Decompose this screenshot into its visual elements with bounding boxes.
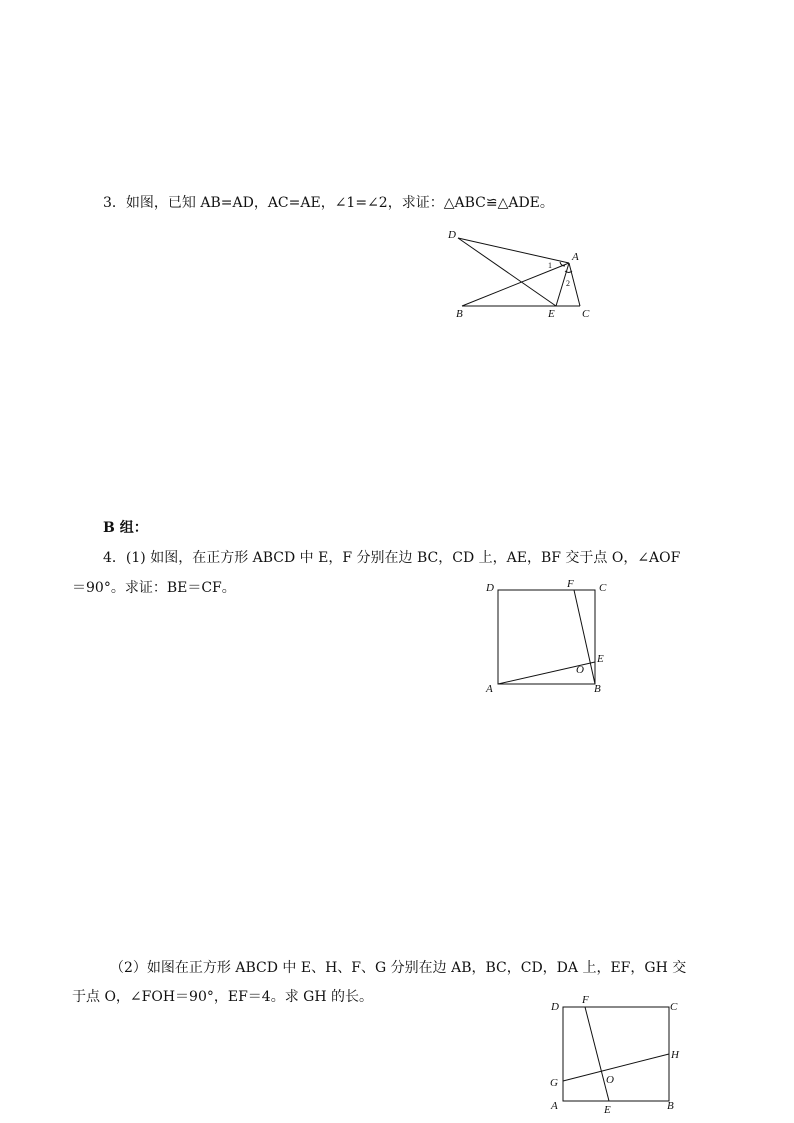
segment-de xyxy=(458,238,556,306)
triangle-figure xyxy=(440,220,610,325)
segment-gh xyxy=(563,1054,669,1081)
label-angle-1: 1 xyxy=(548,261,552,270)
segment-da xyxy=(458,238,569,263)
label-b: B xyxy=(594,683,601,695)
segment-ac xyxy=(569,263,580,306)
label-angle-2: 2 xyxy=(566,279,570,288)
group-b-heading: B 组： xyxy=(103,520,148,536)
label-o: O xyxy=(606,1074,614,1086)
label-h: H xyxy=(671,1049,679,1061)
label-b: B xyxy=(667,1100,674,1112)
segment-ef xyxy=(585,1007,609,1101)
label-f: F xyxy=(567,578,574,590)
label-c: C xyxy=(599,582,607,594)
square-figure-2 xyxy=(545,995,695,1120)
label-e: E xyxy=(597,653,604,665)
problem-4-1-line-1: 4．(1) 如图，在正方形 ABCD 中 E，F 分别在边 BC，CD 上，AE，BF 交于点 O，∠AOF xyxy=(103,550,681,566)
problem-4-1-line-2: ＝90°。求证：BE＝CF。 xyxy=(72,580,236,596)
label-e: E xyxy=(548,308,555,320)
label-e: E xyxy=(604,1104,611,1116)
problem-4-2-line-1: （2）如图在正方形 ABCD 中 E、H、F、G 分别在边 AB，BC，CD，DA 上，EF，GH 交 xyxy=(110,960,687,976)
problem-4-2-line-2: 于点 O，∠FOH＝90°，EF＝4。求 GH 的长。 xyxy=(72,989,374,1005)
problem-3-text: 3．如图，已知 AB=AD，AC=AE，∠1=∠2，求证：△ABC≌△ADE。 xyxy=(103,195,554,211)
label-a: A xyxy=(572,251,579,263)
label-g: G xyxy=(550,1077,558,1089)
square-figure-1 xyxy=(480,575,620,700)
segment-ba xyxy=(462,263,569,306)
label-o: O xyxy=(576,664,584,676)
label-f: F xyxy=(582,994,589,1006)
label-c: C xyxy=(582,308,590,320)
label-a: A xyxy=(551,1100,558,1112)
label-d: D xyxy=(551,1001,559,1013)
square-abcd xyxy=(563,1007,669,1101)
label-b: B xyxy=(456,308,463,320)
label-d: D xyxy=(486,582,494,594)
label-c: C xyxy=(670,1001,678,1013)
label-a: A xyxy=(486,683,493,695)
label-d: D xyxy=(448,229,456,241)
